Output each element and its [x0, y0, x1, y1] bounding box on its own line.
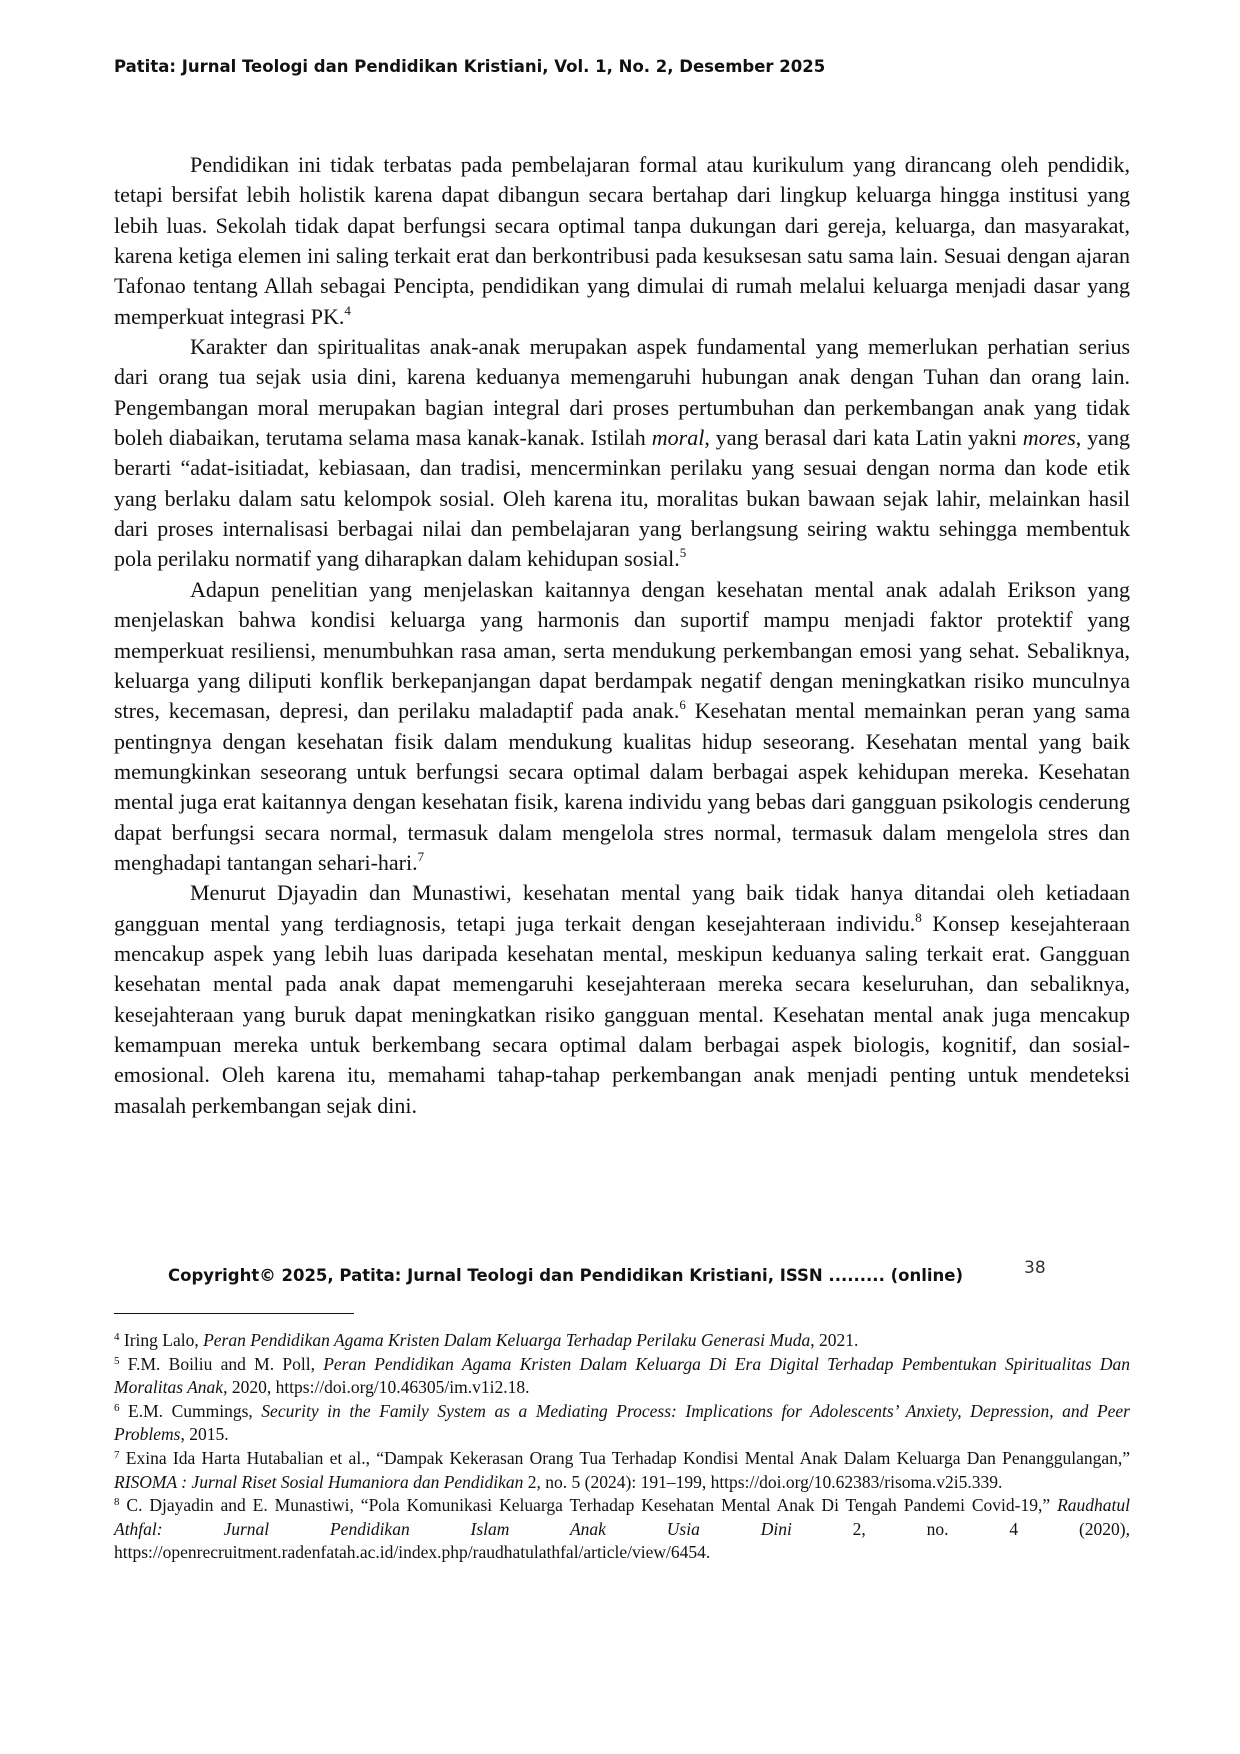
- paragraph-1: [114, 150, 1130, 332]
- term-mores: mores: [1022, 425, 1076, 451]
- footnote-8: [114, 1494, 1130, 1565]
- copyright-footer: Copyright© 2025, Patita: Jurnal Teologi dan Pendidikan Kristiani, ISSN ......... (online): [168, 1266, 963, 1285]
- footnote-text: E.M. Cummings,: [119, 1400, 262, 1421]
- footnote-text: Exina Ida Harta Hutabalian et al., “Dampak Kekerasan Orang Tua Terhadap Kondisi Mental Anak Dalam Keluarga Dan Penanggulangan,”: [119, 1447, 1130, 1468]
- footnote-5: [114, 1353, 1130, 1400]
- footnote-text: C. Djayadin and E. Munastiwi, “Pola Komunikasi Keluarga Terhadap Kesehatan Mental Anak Di Tengah Pandemi Covid-19,”: [119, 1495, 1058, 1516]
- footnote-7: [114, 1447, 1130, 1494]
- footnote-title: Peran Pendidikan Agama Kristen Dalam Keluarga Terhadap Perilaku Generasi Muda: [203, 1330, 811, 1350]
- footnote-number: 7: [114, 1448, 120, 1461]
- footnotes: [114, 1329, 1130, 1565]
- footnote-text: F.M. Boiliu and M. Poll,: [119, 1353, 324, 1374]
- footnote-ref-8[interactable]: 8: [915, 909, 922, 925]
- footnote-separator: [114, 1313, 354, 1314]
- footnote-number: 5: [114, 1354, 120, 1367]
- footnote-text: , 2015.: [180, 1424, 229, 1445]
- paragraph-text: Adapun penelitian yang menjelaskan kaitannya dengan kesehatan mental anak adalah Erikson yang menjelaskan bahwa kondisi keluarga yang harmonis dan suportif mampu menjadi faktor protektif yang memperkuat resiliensi, menumbuhkan rasa aman, serta mendukung perkembangan emosi yang sehat. Sebaliknya, keluarga yang diliputi konflik berkepanjangan dapat berdampak negatif dengan meningkatkan risiko munculnya stres, kecemasan, depresi, dan perilaku maladaptif pada anak.: [114, 576, 1130, 724]
- footnote-number: 8: [114, 1496, 120, 1509]
- footnote-4: [114, 1329, 1130, 1353]
- paragraph-3: [114, 575, 1130, 878]
- term-moral: moral: [651, 425, 705, 451]
- footnote-text: Iring Lalo,: [119, 1330, 204, 1350]
- footnote-text: , 2021.: [810, 1330, 859, 1350]
- page-number: 38: [1024, 1258, 1046, 1278]
- footnote-text: 2, no. 4 (2020), https://openrecruitment.radenfatah.ac.id/index.php/raudhatulathfal/article/view/6454.: [114, 1518, 1130, 1563]
- paragraph-text: Kesehatan mental memainkan peran yang sama pentingnya dengan kesehatan fisik dalam mendukung kualitas hidup seseorang. Kesehatan mental yang baik memungkinkan seseorang untuk berfungsi secara optimal dalam berbagai aspek kehidupan mereka. Kesehatan mental juga erat kaitannya dengan kesehatan fisik, karena individu yang bebas dari gangguan psikologis cenderung dapat berfungsi secara normal, termasuk dalam mengelola stres normal, termasuk dalam mengelola stres dan menghadapi tantangan sehari-hari.: [114, 698, 1130, 875]
- footnote-6: [114, 1400, 1130, 1447]
- footnote-title: RISOMA : Jurnal Riset Sosial Humaniora dan Pendidikan: [114, 1471, 524, 1492]
- footnote-number: 6: [114, 1401, 120, 1414]
- paragraph-text: Karakter dan spiritualitas anak-anak merupakan aspek fundamental yang memerlukan perhatian serius dari orang tua sejak usia dini, karena keduanya memengaruhi hubungan anak dengan Tuhan dan orang lain. Pengembangan moral merupakan bagian integral dari proses pertumbuhan dan perkembangan anak yang tidak boleh diabaikan, terutama selama masa kanak-kanak. Istilah: [114, 334, 1130, 451]
- paragraph-text: Pendidikan ini tidak terbatas pada pembelajaran formal atau kurikulum yang dirancang oleh pendidik, tetapi bersifat lebih holistik karena dapat dibangun secara bertahap dari lingkup keluarga hingga institusi yang lebih luas. Sekolah tidak dapat berfungsi secara optimal tanpa dukungan dari gereja, keluarga, dan masyarakat, karena ketiga elemen ini saling terkait erat dan berkontribusi pada kesuksesan satu sama lain. Sesuai dengan ajaran Tafonao tentang Allah sebagai Pencipta, pendidikan yang dimulai di rumah melalui keluarga menjadi dasar yang memperkuat integrasi PK.: [114, 152, 1130, 329]
- paragraph-text: Menurut Djayadin dan Munastiwi, kesehatan mental yang baik tidak hanya ditandai oleh ketiadaan gangguan mental yang terdiagnosis, tetapi juga terkait dengan kesejahteraan individu.: [114, 880, 1130, 936]
- article-body: [114, 150, 1130, 1121]
- footnote-title: Peran Pendidikan Agama Kristen Dalam Keluarga Di Era Digital Terhadap Pembentukan Spiritualitas Dan Moralitas Anak: [114, 1353, 1130, 1398]
- paragraph-text: Konsep kesejahteraan mencakup aspek yang lebih luas daripada kesehatan mental, meskipun keduanya saling terkait erat. Gangguan kesehatan mental pada anak dapat memengaruhi kesejahteraan mereka secara keseluruhan, dan sebaliknya, kesejahteraan yang buruk dapat meningkatkan risiko gangguan mental. Kesehatan mental anak juga mencakup kemampuan mereka untuk berkembang secara optimal dalam berbagai aspek biologis, kognitif, dan sosial-emosional. Oleh karena itu, memahami tahap-tahap perkembangan anak menjadi penting untuk mendeteksi masalah perkembangan sejak dini.: [114, 910, 1130, 1118]
- footnote-ref-5[interactable]: 5: [679, 545, 687, 561]
- footnote-title: Raudhatul Athfal: Jurnal Pendidikan Islam Anak Usia Dini: [114, 1495, 1130, 1539]
- running-header: Patita: Jurnal Teologi dan Pendidikan Kristiani, Vol. 1, No. 2, Desember 2025: [114, 57, 826, 76]
- footnote-number: 4: [114, 1331, 120, 1343]
- footnote-text: 2, no. 5 (2024): 191–199, https://doi.org/10.62383/risoma.v2i5.339.: [523, 1471, 1003, 1492]
- footnote-title: Security in the Family System as a Mediating Process: Implications for Adolescents’ Anxiety, Depression, and Peer Problems: [114, 1400, 1130, 1445]
- paragraph-4: [114, 878, 1130, 1121]
- footnote-ref-7[interactable]: 7: [417, 848, 425, 864]
- paragraph-text: , yang berasal dari kata Latin yakni: [704, 425, 1023, 451]
- paragraph-text: , yang berarti “adat-isitiadat, kebiasaan, dan tradisi, mencerminkan perilaku yang sesuai dengan norma dan kode etik yang berlaku dalam satu kelompok sosial. Oleh karena itu, moralitas bukan bawaan sejak lahir, melainkan hasil dari proses internalisasi berbagai nilai dan pembelajaran yang berlangsung seiring waktu sehingga membentuk pola perilaku normatif yang diharapkan dalam kehidupan sosial.: [114, 425, 1130, 572]
- footnote-ref-4[interactable]: 4: [344, 302, 351, 318]
- paragraph-2: [114, 332, 1130, 575]
- footnote-text: , 2020, https://doi.org/10.46305/im.v1i2.18.: [223, 1377, 530, 1398]
- footnote-ref-6[interactable]: 6: [679, 697, 686, 713]
